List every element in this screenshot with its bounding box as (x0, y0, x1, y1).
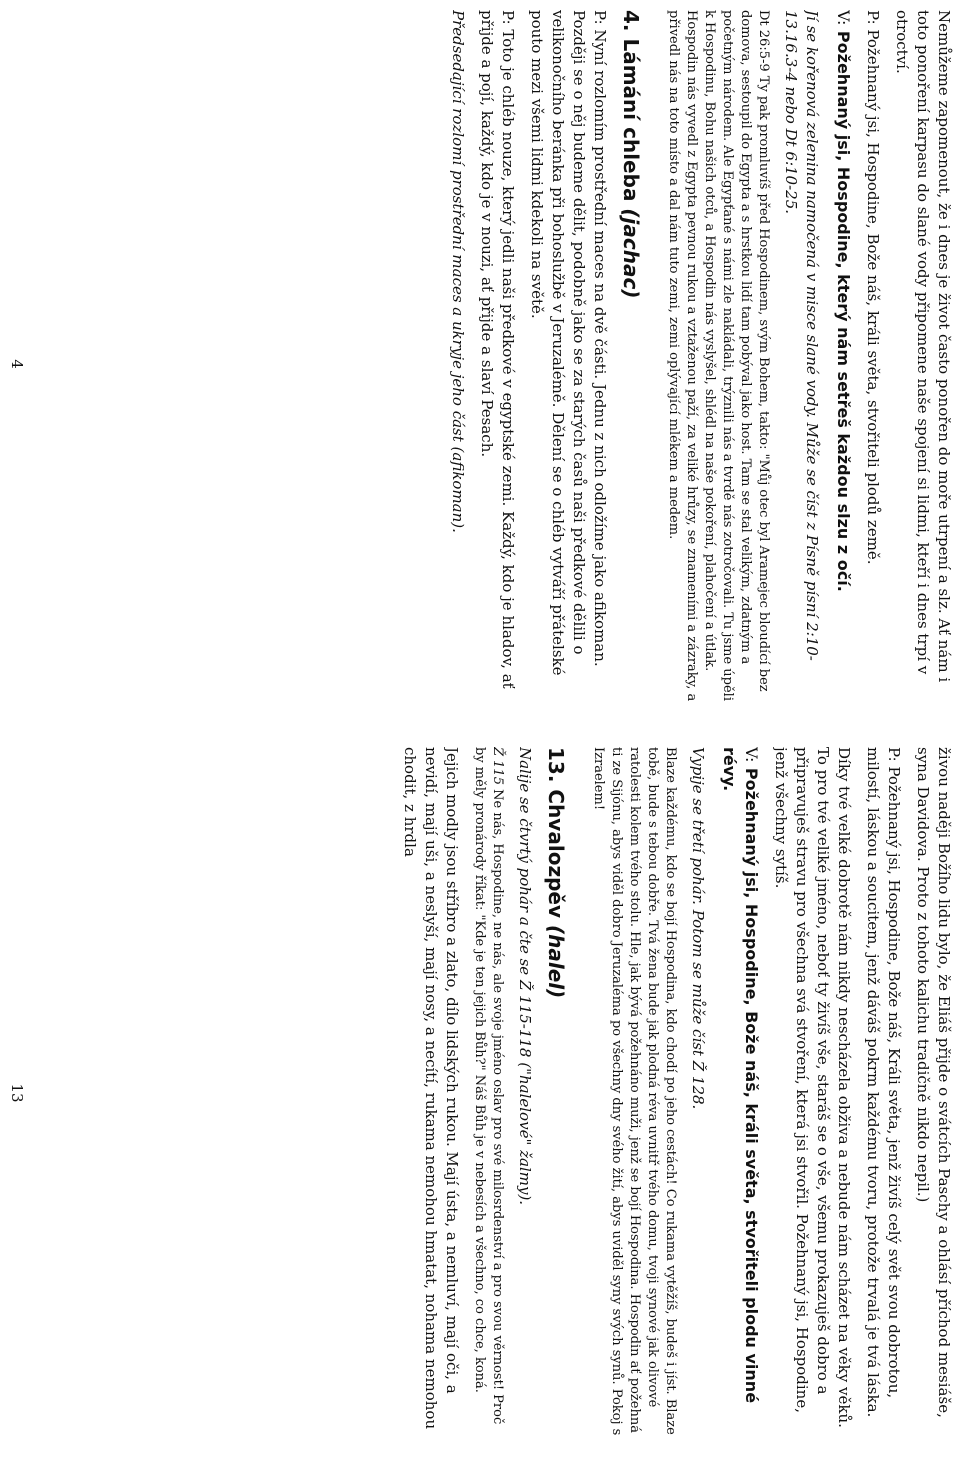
breaking-paragraph: P: Nyní rozlomím prostřední maces na dvě části. Jednu z nich odložíme jako afikoman. Později se o něj budeme dělit, podobně jako se za starých časů naši předkové dělili o velikonočního beránka při bohoslužbě v Jeruzalémě. Dělení se o chléb vytváří přátelské pouto mezi všemi lidmi kdekoli na světě. (528, 10, 609, 676)
page-number-right: 13 (8, 1083, 26, 1103)
psalm-115-reading (470, 747, 506, 1437)
congregation-response (832, 10, 854, 706)
section-heading-hallel (543, 747, 569, 1437)
section-heading-breaking-bread (618, 10, 644, 706)
instruction-fourth-cup: Nalije se čtvrtý pohár a čte se Ž 115-118 ("halelové" žalmy). (516, 747, 534, 1206)
bread-of-affliction-paragraph: P: Toto je chléb nouze, který jedli naši předkové v egyptské zemi. Každý, kdo je hladov, ať přijde a pojí, každý, kdo je v nouzi, ať přijde a slaví Pesach. (478, 10, 517, 689)
blessing-paragraph: P: Požehnaný jsi, Hospodine, Bože náš, králi světa, stvořiteli plodů země. (864, 10, 882, 565)
page-right (0, 729, 960, 1457)
heading-subtitle: (halel) (544, 924, 568, 999)
blessing-paragraph: P: Požehnaný jsi, Hospodine, Bože náš, Králi světa, jenž živíš celý svět svou dobrotou, milostí, láskou a soucitem, jenž dáváš pokrm každému tvoru, protože trvalá je tvá láska. (864, 747, 903, 1418)
psalm-reference: Ž 115 (490, 747, 505, 785)
heading-title: 4. Lámání chleba (619, 10, 643, 202)
response-text: Požehnaný jsi, Hospodine, Bože náš, králi světa, stvořiteli plodu vinné révy. (720, 747, 761, 1404)
instruction-vegetable: Jí se kořenová zelenina namočená v misce slané vody. Může se číst z Písně písní 2:10-13.16.3-4 nebo Dt 6:10-25. (782, 10, 821, 661)
intro-paragraph: Nemůžeme zapomenout, že i dnes je život často ponořen do moře utrpení a slz. Ať nám i toto ponoření karpasu do slané vody připomene naše spojení si lidmi, kteří i dnes trpí v otroctví. (893, 10, 953, 683)
deuteronomy-reading: Dt 26:5-9 Ty pak promluvíš před Hospodinem, svým Bohem, takto: "Můj otec byl Aramejec bloudící bez domova, sestoupil do Egypta a s hrstkou lidí tam pobýval jako host. Tam se stal velikým, zdatným a početným národem. Ale Egypťané s námi zle nakládali, trýznili nás a tvrdě nás zotročovali. Tu jsme úpěli k Hospodinu, Bohu našich otců, a Hospodin nás vyslyšel, shlédl na naše pokoření, plahočení a útlak. Hospodin nás vyvedl z Egypta pevnou rukou a vztaženou paží, za veliké hrůzy, se znameními a zázraky, a přivedl nás na toto místo a dal nám tuto zemi, zemi oplývající mlékem a medem. (666, 10, 771, 702)
heading-title: 13. Chvalozpěv (544, 747, 568, 918)
response-label: V: (834, 10, 853, 26)
psalm-text: Ne nás, Hospodine, ne nás, ale svoje jméno oslav pro své milosrdenství a pro svou věrnost! Proč by měly pronárody říkat: "Kde je ten jejich Bůh?" Náš Bůh je v nebesích a všechno, co chce, koná. (472, 747, 505, 1425)
goodness-paragraph: Díky tvé velké dobrotě nám nikdy nescházela obživa a nebude nám scházet na věky věků. To pro tvé veliké jméno, neboť ty živíš vše, staráš se o vše, všemu prokazuješ dobro a připravuješ stravu pro všechna svá stvoření, která jsi stvořil. Požehnaný jsi, Hospodine, jenž všechny sytíš. (772, 747, 853, 1428)
page-left (0, 0, 960, 728)
instruction-afikoman: Předsedající rozlomí prostřední maces a ukryje jeho část (afikoman). (449, 10, 467, 533)
congregation-response (718, 747, 762, 1437)
idols-paragraph: Jejich modly jsou stříbro a zlato, dílo lidských rukou. Mají ústa, a nemluví, mají oči, a nevidí, mají uši, a neslyší, mají nosy, a necítí, rukama nemohou hmatat, nohama nemohou chodit, z hrdla (401, 747, 461, 1430)
page-left-text (49, 10, 954, 706)
response-text: Požehnaný jsi, Hospodine, který nám setřeš každou slzu z očí. (834, 30, 853, 592)
instruction-third-cup: Vypije se třetí pohár. Potom se může číst Ž 128. (689, 747, 707, 1110)
page-number-left: 4 (8, 359, 26, 369)
heading-subtitle: (jachac) (619, 208, 643, 299)
page-right-text (49, 747, 954, 1437)
response-label: V: (742, 747, 761, 763)
hope-paragraph: živou naději Božího lidu bylo, že Eliáš přijde o svátcích Paschy a ohlásí příchod mesiáše, syna Davidova. Proto z tohoto kalichu tradičně nikdo nepil.) (914, 747, 953, 1418)
psalm-128-reading: Blaze každému, kdo se bojí Hospodina, kdo chodí po jeho cestách! Co rukama vytěžíš, budeš i jíst. Blaze tobě, bude s tebou dobře. Tvá žena bude jak plodná réva uvnitř tvého domu, tvoji synové jak olivové ratolesti kolem tvého stolu. Hle, jak bývá požehnáno muži, jenž se bojí Hospodina. Hospodin ať požehná ti ze Sijónu, abys viděl dobro Jeruzaléma po všechny dny svého žití, abys uviděl syny svých synů. Pokoj s Izraelem! (591, 747, 678, 1436)
